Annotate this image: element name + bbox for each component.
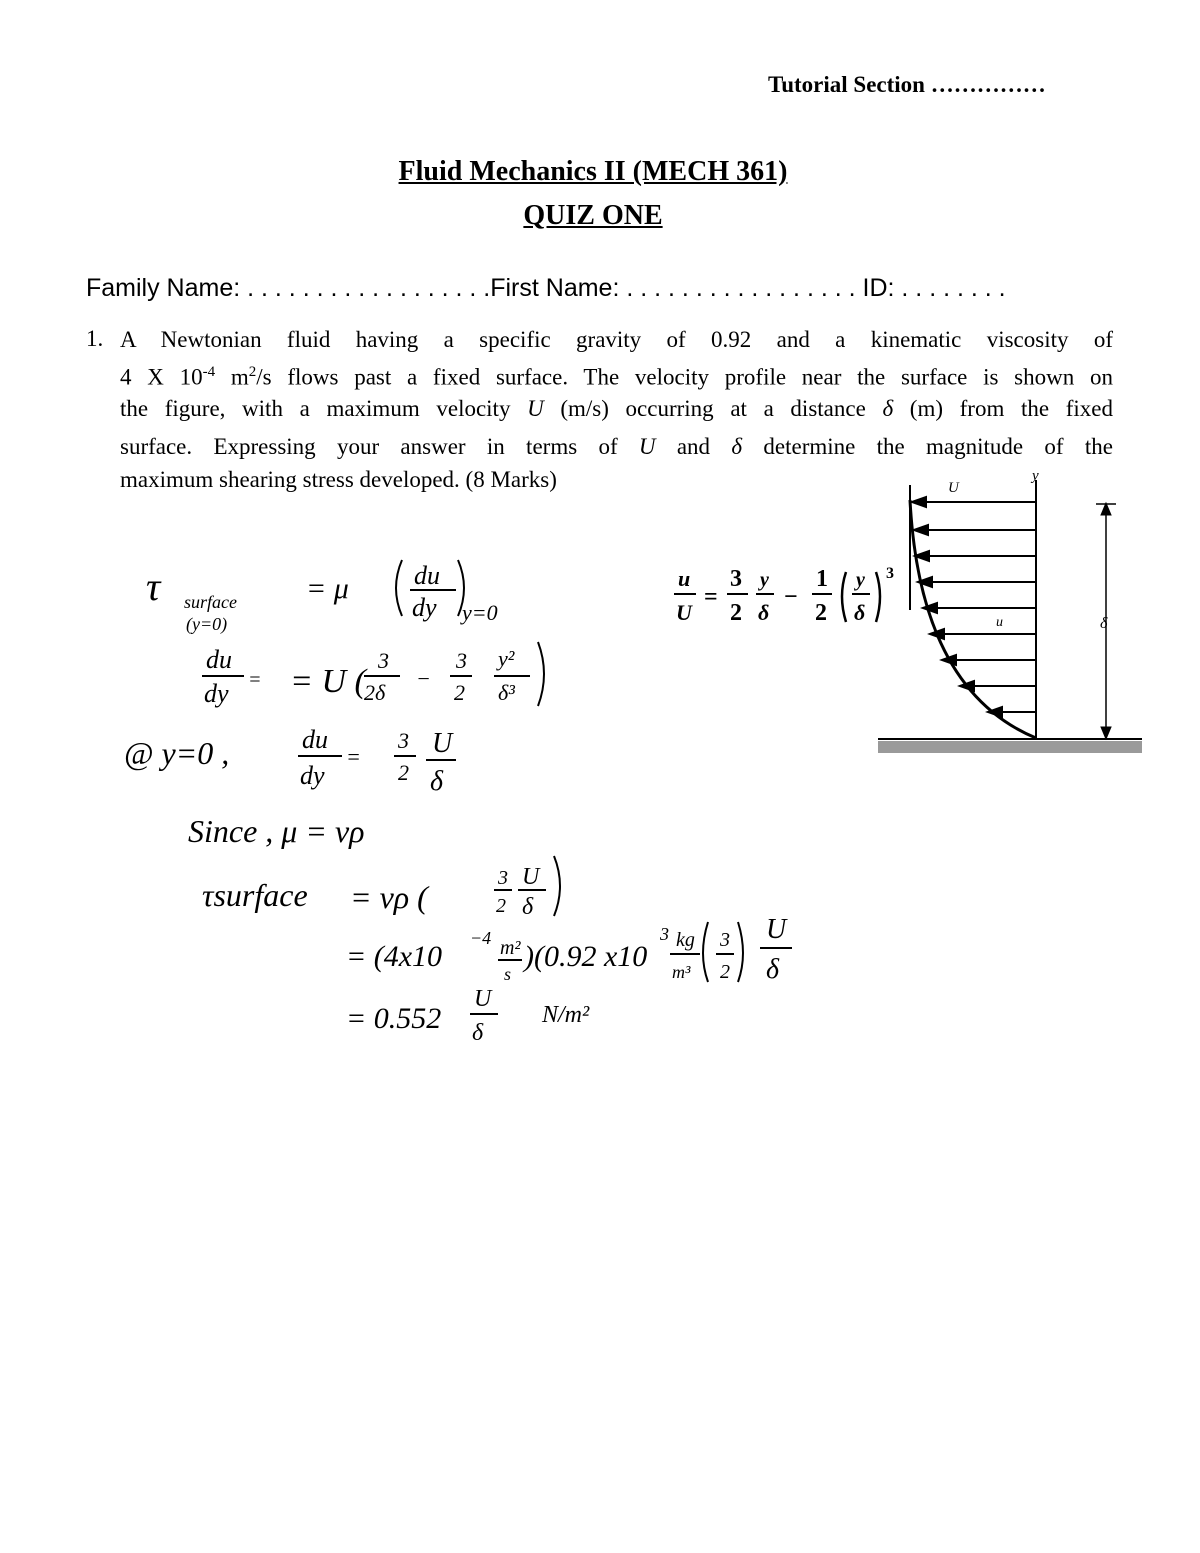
sol-l6-U: U xyxy=(766,914,787,945)
q3-U: U xyxy=(527,396,544,421)
figure-label-y: y xyxy=(1032,468,1039,484)
q4-U: U xyxy=(638,434,656,459)
q3-delta: δ xyxy=(882,396,894,421)
question-line-2 xyxy=(120,354,1113,396)
sol-l6-exp3: 3 xyxy=(660,924,669,944)
q2-b: m xyxy=(215,364,249,390)
sol-l2-eq: = xyxy=(248,669,262,691)
sol-l2-n3: y² xyxy=(498,646,515,671)
sol-l7-eq: = 0.552 xyxy=(346,1002,442,1035)
sol-l6-delta: δ xyxy=(766,954,780,985)
eq-delta2: δ xyxy=(854,600,866,625)
sol-l2-minus: − xyxy=(416,666,431,691)
sol-l2-n1: 3 xyxy=(378,648,389,673)
sol-l5-n1: 3 xyxy=(498,867,508,889)
sol-l6-d: 2 xyxy=(720,961,730,983)
sol-l3-n: 3 xyxy=(398,728,409,753)
question-number: 1. xyxy=(86,326,104,351)
sol-l7-U: U xyxy=(474,986,492,1012)
sol-l6-exp: −4 xyxy=(470,928,492,948)
eq-equals: = xyxy=(704,584,718,610)
eq-2: 2 xyxy=(730,600,742,626)
sol-l1-du: du xyxy=(414,561,440,590)
eq-U: U xyxy=(676,600,692,625)
eq-2b: 2 xyxy=(815,600,827,626)
handwritten-solution xyxy=(110,550,830,1060)
sol-l2-dy: dy xyxy=(204,679,229,708)
sol-l3-dy: dy xyxy=(300,761,325,790)
sol-l6-kg: kg xyxy=(676,929,695,951)
q2-a: 4 X 10 xyxy=(120,364,203,390)
question-line-3 xyxy=(120,391,1113,427)
fixed-surface-hatch xyxy=(878,741,1142,753)
page-title: Fluid Mechanics II (MECH 361) xyxy=(398,156,788,187)
q3-c: (m) from the fixed xyxy=(893,396,1113,421)
q3-a: the figure, with a maximum velocity xyxy=(120,396,528,421)
name-fields-line: Family Name: . . . . . . . . . . . . . . . . . .First Name: . . . . . . . . . . . . . . . . . ID: . . . . . . . . xyxy=(86,274,1006,302)
question-line-5: maximum shearing stress developed. (8 Marks) xyxy=(120,467,557,492)
sol-l3-delta: δ xyxy=(430,766,444,797)
sol-l2-du: du xyxy=(206,645,232,674)
sol-l5-delta: δ xyxy=(522,894,534,920)
sol-l2-n2: 3 xyxy=(456,648,467,673)
sol-l4: Since , μ = νρ xyxy=(188,813,365,849)
figure-label-U: U xyxy=(948,480,959,496)
sol-l6-n: 3 xyxy=(720,929,730,951)
eq-cube: 3 xyxy=(886,565,894,582)
sol-l6-mid: )(0.92 x10 xyxy=(524,940,648,973)
sol-l7-delta: δ xyxy=(472,1020,484,1046)
eq-delta: δ xyxy=(758,600,770,625)
delta-arrow-top xyxy=(1101,503,1111,515)
q4-a: surface. Expressing your answer in terms of xyxy=(120,434,639,459)
sol-l5-rhs: = νρ ( xyxy=(350,879,428,915)
figure-label-delta: δ xyxy=(1100,615,1108,632)
q4-b: and xyxy=(655,434,732,459)
sol-l6-m3: m³ xyxy=(672,962,691,982)
figure-label-u: u xyxy=(996,615,1003,630)
q2-sq: 2 xyxy=(248,364,257,380)
sol-tau-sub2: (y=0) xyxy=(186,614,228,634)
eq-u: u xyxy=(678,566,691,591)
question-line-1: A Newtonian fluid having a specific gravity of 0.92 and a kinematic viscosity of xyxy=(120,327,1113,352)
eq-1: 1 xyxy=(816,566,828,592)
sol-l3-U: U xyxy=(432,728,453,759)
sol-l2-d3: δ³ xyxy=(498,680,515,705)
q4-delta: δ xyxy=(731,434,743,459)
sol-tau: τ xyxy=(146,564,161,609)
sol-l3-d: 2 xyxy=(398,760,409,785)
sol-l6-eq: = (4x10 xyxy=(346,940,443,973)
sol-tau-sub: surface xyxy=(184,592,237,612)
sol-l5-tau: τsurface xyxy=(202,877,308,913)
sol-l2-d2: 2 xyxy=(454,680,465,705)
sol-l7-unit: N/m² xyxy=(542,1002,590,1028)
eq-y2: y xyxy=(856,569,865,591)
sol-l2-rhs: = U ( xyxy=(290,663,366,700)
sol-l6-s: s xyxy=(504,964,512,984)
q2-c: /s flows past a fixed surface. The velocity profile near the surface is shown on xyxy=(256,364,1113,390)
page-subtitle: QUIZ ONE xyxy=(523,200,663,231)
sol-l3-du: du xyxy=(302,725,328,754)
q3-b: (m/s) occurring at a distance xyxy=(543,396,883,421)
sol-l5-U: U xyxy=(522,864,540,890)
delta-arrow-bottom xyxy=(1101,727,1111,739)
sol-l1-at: y=0 xyxy=(462,600,498,625)
eq-minus: − xyxy=(784,584,798,610)
sol-l1-eq: = μ xyxy=(306,572,349,605)
sol-l3-at: @ y=0 , xyxy=(124,735,230,771)
eq-y: y xyxy=(760,569,769,591)
q4-c: determine the magnitude of the xyxy=(742,434,1113,459)
eq-3: 3 xyxy=(730,566,742,592)
tutorial-section-label: Tutorial Section …………… xyxy=(768,72,1046,97)
velocity-arrows xyxy=(912,497,1036,717)
q2-exp: -4 xyxy=(202,364,216,380)
sol-l5-d1: 2 xyxy=(496,895,506,917)
sol-l2-d1: 2δ xyxy=(364,680,386,705)
sol-l6-m2: m² xyxy=(500,937,521,959)
sol-l1-dy: dy xyxy=(412,593,437,622)
sol-l3-eq: = xyxy=(346,744,361,769)
